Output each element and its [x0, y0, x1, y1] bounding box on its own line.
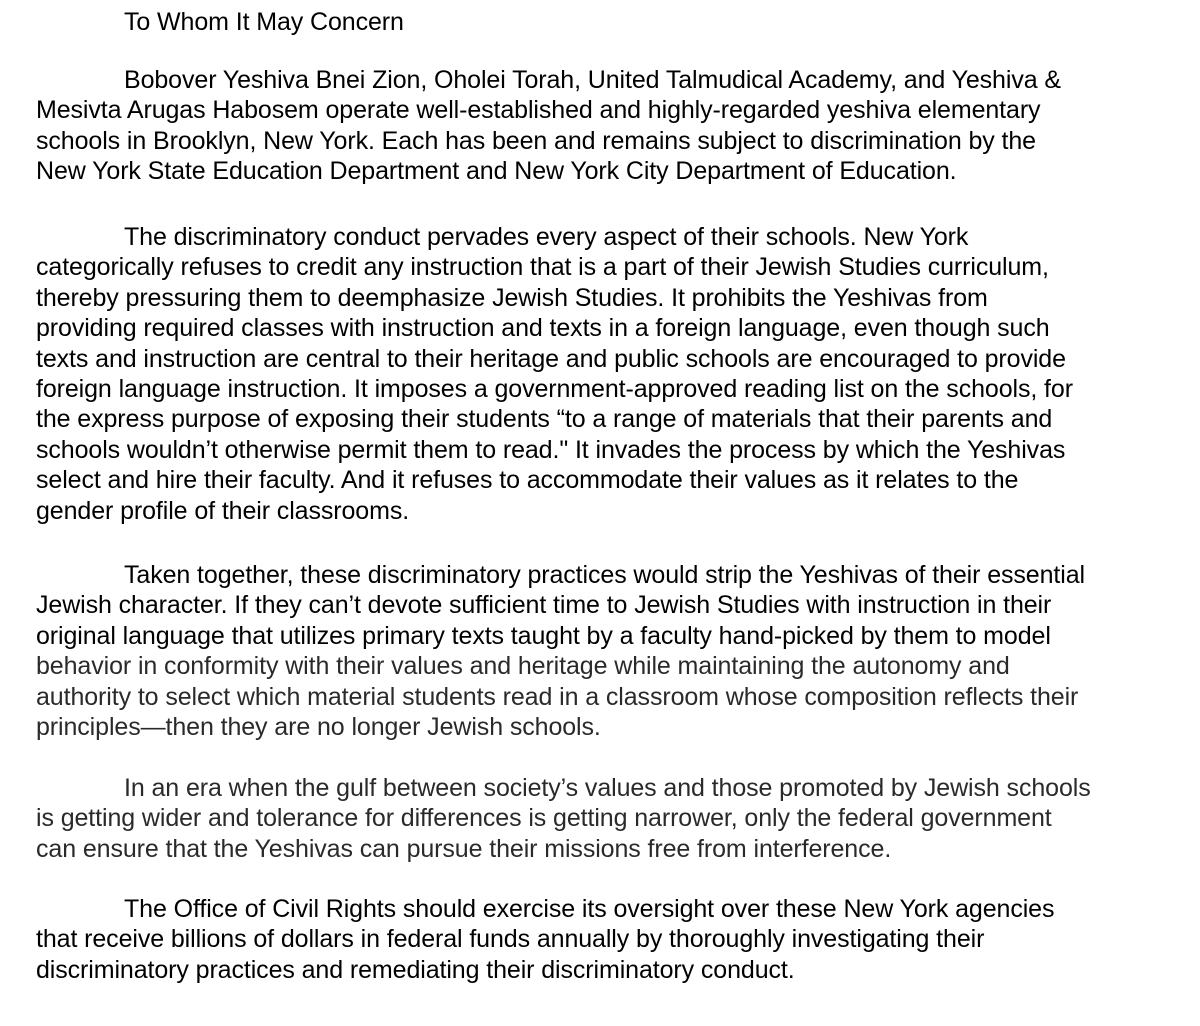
- paragraph-line: discriminatory practices and remediating their discriminatory conduct.: [36, 955, 795, 984]
- paragraph-line: select and hire their faculty. And it refuses to accommodate their values as it relates to the: [36, 466, 1019, 495]
- paragraph-line: gender profile of their classrooms.: [36, 496, 410, 525]
- paragraph-line: Mesivta Arugas Habosem operate well-established and highly-regarded yeshiva elementary: [36, 96, 1041, 125]
- paragraph-line: is getting wider and tolerance for differences is getting narrower, only the federal government: [36, 804, 1052, 833]
- paragraph-line: providing required classes with instruction and texts in a foreign language, even though such: [36, 314, 1050, 343]
- paragraph-line: the express purpose of exposing their students “to a range of materials that their parents and: [36, 405, 1053, 434]
- paragraph-line: principles—then they are no longer Jewish schools.: [36, 712, 601, 741]
- paragraph-line: Jewish character. If they can’t devote sufficient time to Jewish Studies with instruction in their: [36, 591, 1052, 620]
- paragraph-line: schools wouldn’t otherwise permit them to read." It invades the process by which the Yeshivas: [36, 435, 1066, 464]
- paragraph-line: texts and instruction are central to their heritage and public schools are encouraged to provide: [36, 344, 1066, 373]
- salutation: To Whom It May Concern: [124, 8, 404, 36]
- paragraph-line: behavior in conformity with their values and heritage while maintaining the autonomy and: [36, 652, 1010, 681]
- paragraph-line: original language that utilizes primary texts taught by a faculty hand-picked by them to model: [36, 621, 1051, 650]
- paragraph-line: thereby pressuring them to deemphasize Jewish Studies. It prohibits the Yeshivas from: [36, 283, 988, 312]
- paragraph-line: foreign language instruction. It imposes a government-approved reading list on the schools, for: [36, 374, 1073, 403]
- paragraph-4: [36, 773, 1176, 864]
- paragraph-line: Bobover Yeshiva Bnei Zion, Oholei Torah, United Talmudical Academy, and Yeshiva &: [124, 66, 1061, 94]
- paragraph-line: schools in Brooklyn, New York. Each has been and remains subject to discrimination by the: [36, 126, 1036, 155]
- paragraph-line: New York State Education Department and New York City Department of Education.: [36, 157, 957, 186]
- paragraph-line: authority to select which material students read in a classroom whose composition reflects their: [36, 682, 1079, 711]
- paragraph-line: categorically refuses to credit any instruction that is a part of their Jewish Studies curriculum,: [36, 253, 1049, 282]
- paragraph-1: [36, 65, 1176, 187]
- paragraph-line: can ensure that the Yeshivas can pursue their missions free from interference.: [36, 834, 892, 863]
- paragraph-3: [36, 560, 1176, 742]
- paragraph-5: [36, 894, 1176, 985]
- paragraph-line: The discriminatory conduct pervades every aspect of their schools. New York: [124, 223, 969, 251]
- paragraph-line: Taken together, these discriminatory practices would strip the Yeshivas of their essential: [124, 561, 1085, 589]
- paragraph-line: The Office of Civil Rights should exercise its oversight over these New York agencies: [124, 895, 1055, 923]
- paragraph-2: [36, 222, 1176, 526]
- paragraph-line: In an era when the gulf between society’s values and those promoted by Jewish schools: [124, 774, 1091, 802]
- paragraph-line: that receive billions of dollars in federal funds annually by thoroughly investigating their: [36, 925, 985, 954]
